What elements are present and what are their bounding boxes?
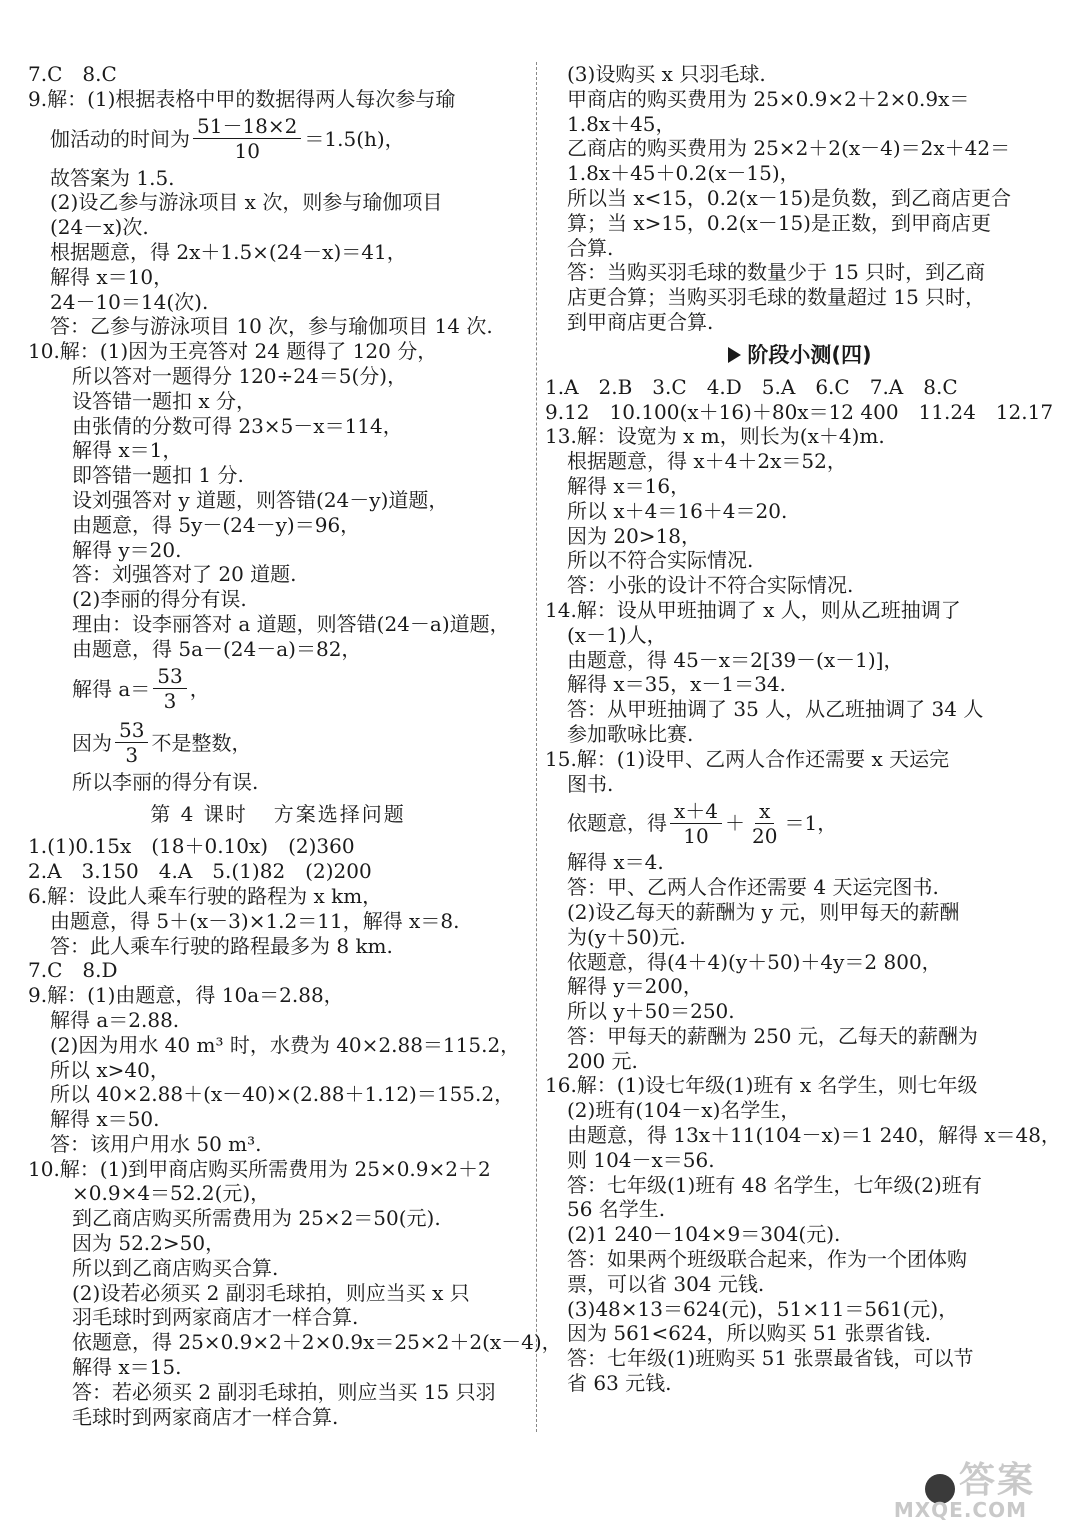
text-line: (3)48×13＝624(元)，51×11＝561(元)， bbox=[567, 1296, 959, 1321]
text-line: ×0.9×4＝52.2(元)， bbox=[72, 1181, 271, 1206]
text-line: 答：该用户用水 50 m³. bbox=[50, 1131, 262, 1156]
text-line-fraction bbox=[28, 716, 528, 770]
text-line: 即答错一题扣 1 分. bbox=[72, 463, 244, 488]
text-line: 根据题意，得 x＋4＋2x＝52， bbox=[567, 449, 847, 474]
text-line: 答：七年级(1)班购买 51 张票最省钱，可以节 bbox=[567, 1346, 974, 1371]
denominator: 20 bbox=[752, 823, 778, 848]
text-line: (x－1)人， bbox=[567, 622, 667, 647]
text-segment: ＝1.5(h)， bbox=[304, 126, 405, 151]
text-line: 根据题意，得 2x＋1.5×(24－x)＝41， bbox=[50, 239, 407, 264]
text-line: 1.A 2.B 3.C 4.D 5.A 6.C 7.A 8.C bbox=[545, 374, 958, 399]
text-line: 6.解：设此人乘车行驶的路程为 x km， bbox=[28, 883, 383, 908]
text-line: 所以不符合实际情况. bbox=[567, 548, 754, 573]
text-line: 由题意，得 5＋(x－3)×1.2＝11，解得 x＝8. bbox=[50, 908, 460, 933]
fraction bbox=[748, 799, 781, 848]
text-line: 答：小张的设计不符合实际情况. bbox=[567, 573, 854, 598]
text-line: 参加歌咏比赛. bbox=[567, 721, 694, 746]
text-line: 2.A 3.150 4.A 5.(1)82 (2)200 bbox=[28, 859, 372, 884]
text-line: 200 元. bbox=[567, 1048, 638, 1073]
text-line: 解得 y＝20. bbox=[72, 537, 182, 562]
text-line: 所以 x>40， bbox=[50, 1057, 170, 1082]
text-line: 答：从甲班抽调了 35 人，从乙班抽调了 34 人 bbox=[567, 697, 984, 722]
text-line: 解得 x＝15. bbox=[72, 1355, 182, 1380]
text-line: 到甲商店更合算. bbox=[567, 309, 714, 334]
text-line: 羽毛球时到两家商店才一样合算. bbox=[72, 1305, 359, 1330]
text-line: (2)因为用水 40 m³ 时，水费为 40×2.88＝115.2， bbox=[50, 1032, 521, 1057]
text-line: 由张倩的分数可得 23×5－x＝114， bbox=[72, 413, 403, 438]
text-line: 店更合算；当购买羽毛球的数量超过 15 只时， bbox=[567, 285, 986, 310]
watermark-logo bbox=[895, 1452, 1035, 1522]
text-line: 24－10＝14(次). bbox=[50, 289, 209, 314]
text-segment: 不是整数， bbox=[151, 730, 252, 755]
text-line: 解得 x＝4. bbox=[567, 850, 664, 875]
text-line: 解得 x＝1， bbox=[72, 438, 183, 463]
text-line: 票，可以省 304 元钱. bbox=[567, 1271, 765, 1296]
text-line: 9.解：(1)根据表格中甲的数据得两人每次参与瑜 bbox=[28, 86, 456, 111]
watermark-text: 答案 bbox=[958, 1460, 1035, 1501]
text-line: (2)设若必须买 2 副羽毛球拍，则应当买 x 只 bbox=[72, 1280, 470, 1305]
text-line: 9.12 10.100(x＋16)＋80x＝12 400 11.24 12.17 bbox=[545, 399, 1054, 424]
text-line: 合算. bbox=[567, 235, 614, 260]
text-line: 乙商店的购买费用为 25×2＋2(x－4)＝2x＋42＝ bbox=[567, 136, 1011, 161]
right-column bbox=[545, 62, 1061, 1396]
numerator: 53 bbox=[153, 664, 186, 689]
text-line: 解得 x＝10， bbox=[50, 264, 174, 289]
section-title-lesson: 第 4 课时 bbox=[150, 802, 248, 827]
text-line: 解得 a＝2.88. bbox=[50, 1007, 180, 1032]
text-line: 由题意，得 5y－(24－y)＝96， bbox=[72, 512, 361, 537]
text-line: 由题意，得 5a－(24－a)＝82， bbox=[72, 636, 362, 661]
text-segment: ＝1， bbox=[784, 811, 838, 836]
text-line: 10.解：(1)到甲商店购买所需费用为 25×0.9×2＋2 bbox=[28, 1156, 491, 1181]
numerator: 51－18×2 bbox=[193, 114, 301, 139]
text-line: (3)设购买 x 只羽毛球. bbox=[567, 62, 766, 86]
left-column bbox=[28, 62, 562, 1429]
text-line: 答：甲每天的薪酬为 250 元，乙每天的薪酬为 bbox=[567, 1023, 978, 1048]
fraction bbox=[193, 114, 301, 163]
triangle-marker-icon bbox=[728, 347, 741, 363]
stage-title-text: 阶段小测(四) bbox=[747, 342, 872, 367]
text-line: 解得 x＝16， bbox=[567, 473, 691, 498]
fraction bbox=[115, 718, 148, 767]
text-line: 15.解：(1)设甲、乙两人合作还需要 x 天运完 bbox=[545, 746, 950, 771]
text-line: 答：当购买羽毛球的数量少于 15 只时，到乙商 bbox=[567, 260, 986, 285]
text-line: (2)设乙参与游泳项目 x 次，则参与瑜伽项目 bbox=[50, 190, 443, 215]
denominator: 3 bbox=[163, 689, 177, 714]
text-line: 答：若必须买 2 副羽毛球拍，则应当买 15 只羽 bbox=[72, 1379, 496, 1404]
text-line: 1.(1)0.15x (18＋0.10x) (2)360 bbox=[28, 834, 355, 859]
text-line: 所以答对一题得分 120÷24＝5(分)， bbox=[72, 363, 408, 388]
numerator: x＋4 bbox=[670, 799, 722, 824]
text-line: 所以 x＋4＝16＋4＝20. bbox=[567, 498, 788, 523]
text-line: 答：甲、乙两人合作还需要 4 天运完图书. bbox=[567, 875, 939, 900]
text-line: 所以当 x<15，0.2(x－15)是负数，到乙商店更合 bbox=[567, 185, 1011, 210]
text-line: 答：刘强答对了 20 道题. bbox=[72, 562, 297, 587]
section-title bbox=[28, 794, 528, 834]
watermark-url: MXQE.COM bbox=[893, 1498, 1027, 1522]
text-line: 所以李丽的得分有误. bbox=[72, 769, 259, 794]
text-line: 1.8x＋45， bbox=[567, 111, 676, 136]
text-line: 省 63 元钱. bbox=[567, 1371, 672, 1396]
text-line: 解得 x＝35，x－1＝34. bbox=[567, 672, 786, 697]
text-line: (2)设乙每天的薪酬为 y 元，则甲每天的薪酬 bbox=[567, 899, 960, 924]
text-line: 答：如果两个班级联合起来，作为一个团体购 bbox=[567, 1247, 967, 1272]
section-title-topic: 方案选择问题 bbox=[273, 802, 406, 827]
text-segment: ＋ bbox=[725, 811, 746, 836]
text-line: 因为 561<624，所以购买 51 张票省钱. bbox=[567, 1321, 931, 1346]
text-line: 14.解：设从甲班抽调了 x 人，则从乙班抽调了 bbox=[545, 597, 961, 622]
stage-title bbox=[545, 335, 1055, 375]
text-line: 因为 20>18， bbox=[567, 523, 702, 548]
text-line-fraction bbox=[545, 796, 1055, 850]
text-line: (2)1 240－104×9＝304(元). bbox=[567, 1222, 841, 1247]
text-line: 算；当 x>15，0.2(x－15)是正数，到甲商店更 bbox=[567, 210, 991, 235]
denominator: 10 bbox=[683, 823, 709, 848]
fraction bbox=[153, 664, 186, 713]
text-line: 答：七年级(1)班有 48 名学生，七年级(2)班有 bbox=[567, 1172, 982, 1197]
denominator: 10 bbox=[234, 139, 260, 164]
text-line: 解得 y＝200， bbox=[567, 974, 703, 999]
text-line: 16.解：(1)设七年级(1)班有 x 名学生，则七年级 bbox=[545, 1073, 978, 1098]
text-line-fraction bbox=[28, 112, 528, 166]
text-line: 由题意，得 13x＋11(104－x)＝1 240，解得 x＝48， bbox=[567, 1123, 1061, 1148]
text-line: 依题意，得(4＋4)(y＋50)＋4y＝2 800， bbox=[567, 949, 942, 974]
text-line: 则 104－x＝56. bbox=[567, 1147, 715, 1172]
text-line: 1.8x＋45＋0.2(x－15)， bbox=[567, 161, 800, 186]
text-segment: 因为 bbox=[72, 730, 112, 755]
text-line: (24－x)次. bbox=[50, 215, 149, 240]
text-line: 所以 40×2.88＋(x－40)×(2.88＋1.12)＝155.2， bbox=[50, 1082, 515, 1107]
text-segment: 依题意，得 bbox=[567, 811, 667, 836]
text-line: 13.解：设宽为 x m，则长为(x＋4)m. bbox=[545, 424, 885, 449]
text-line: 甲商店的购买费用为 25×0.9×2＋2×0.9x＝ bbox=[567, 86, 970, 111]
text-line: (2)李丽的得分有误. bbox=[72, 587, 247, 612]
column-divider bbox=[536, 62, 537, 1432]
text-line: 10.解：(1)因为王亮答对 24 题得了 120 分， bbox=[28, 339, 438, 364]
text-line: 9.解：(1)由题意，得 10a＝2.88， bbox=[28, 983, 344, 1008]
numerator: 53 bbox=[115, 718, 148, 743]
text-line: 解得 x＝50. bbox=[50, 1107, 160, 1132]
text-line: 所以 y＋50＝250. bbox=[567, 999, 735, 1024]
fraction bbox=[670, 799, 722, 848]
text-line: 设刘强答对 y 道题，则答错(24－y)道题， bbox=[72, 487, 449, 512]
text-line: 由题意，得 45－x＝2[39－(x－1)]， bbox=[567, 647, 904, 672]
text-line: 7.C 8.D bbox=[28, 958, 118, 983]
text-line: (2)班有(104－x)名学生， bbox=[567, 1098, 801, 1123]
text-segment: ， bbox=[189, 676, 210, 701]
text-line: 所以到乙商店购买合算. bbox=[72, 1255, 279, 1280]
text-line: 为(y＋50)元. bbox=[567, 924, 686, 949]
text-line-fraction bbox=[28, 662, 528, 716]
text-segment: 解得 a＝ bbox=[72, 676, 151, 701]
denominator: 3 bbox=[125, 743, 139, 768]
text-line: 56 名学生. bbox=[567, 1197, 666, 1222]
text-line: 答：此人乘车行驶的路程最多为 8 km. bbox=[50, 933, 393, 958]
text-line: 答：乙参与游泳项目 10 次，参与瑜伽项目 14 次. bbox=[50, 314, 493, 339]
text-line: 设答错一题扣 x 分， bbox=[72, 388, 256, 413]
text-line: 因为 52.2>50， bbox=[72, 1231, 226, 1256]
numerator: x bbox=[755, 799, 774, 824]
text-line: 依题意，得 25×0.9×2＋2×0.9x＝25×2＋2(x－4)， bbox=[72, 1330, 562, 1355]
text-line: 理由：设李丽答对 a 道题，则答错(24－a)道题， bbox=[72, 611, 510, 636]
text-line: 毛球时到两家商店才一样合算. bbox=[72, 1404, 339, 1429]
text-line: 7.C 8.C bbox=[28, 62, 117, 86]
text-line: 到乙商店购买所需费用为 25×2＝50(元). bbox=[72, 1206, 441, 1231]
text-segment: 伽活动的时间为 bbox=[50, 126, 190, 151]
text-line: 图书. bbox=[567, 771, 614, 796]
text-line: 故答案为 1.5. bbox=[50, 165, 175, 190]
